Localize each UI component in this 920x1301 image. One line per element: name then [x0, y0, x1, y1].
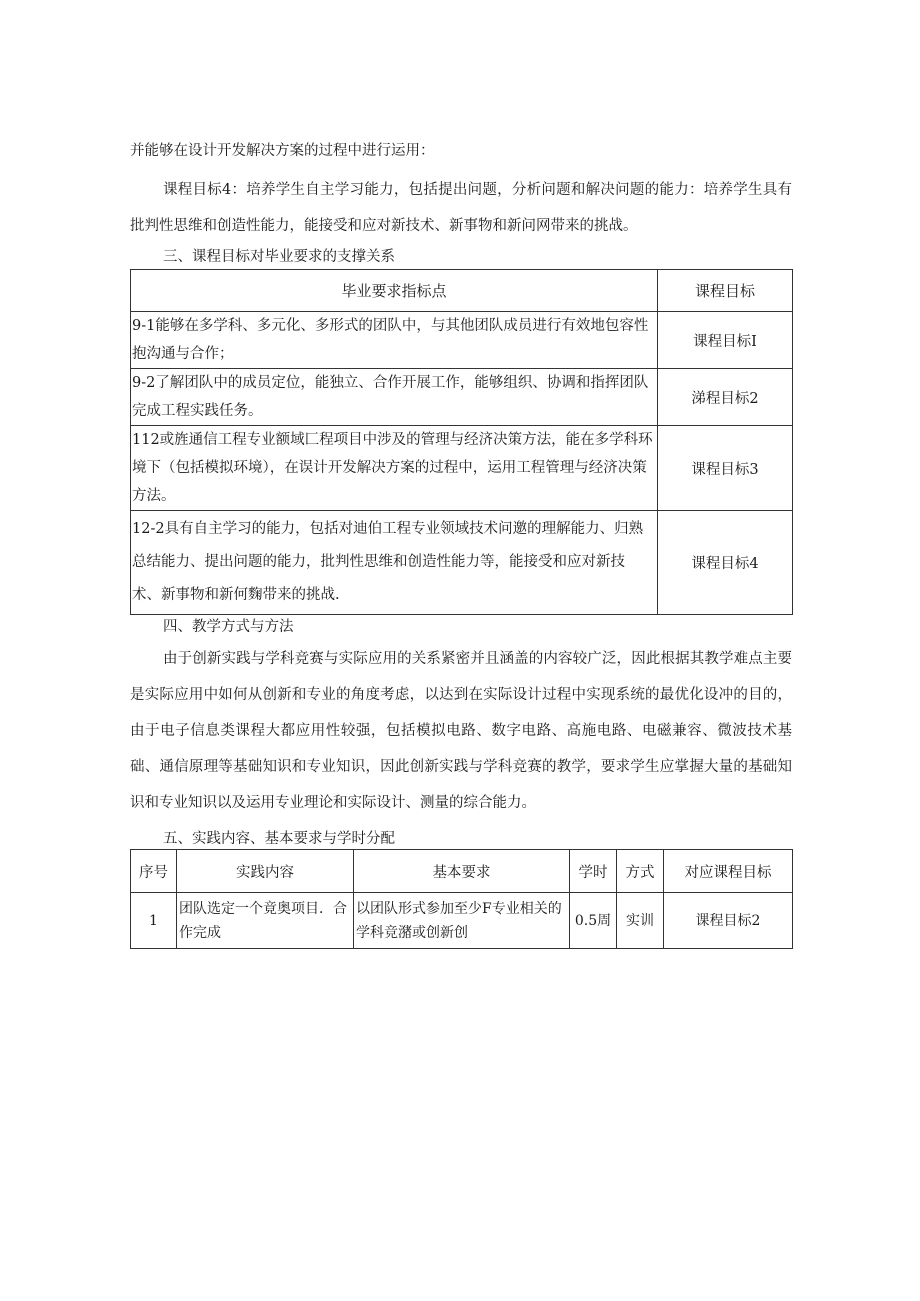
header-requirement: 基本要求: [354, 850, 570, 893]
requirement-cell: 9-2了解团队中的成员定位，能独立、合作开展工作，能够组织、协调和指挥团队完成工程实践任务。: [131, 369, 658, 426]
goal-cell: 课程目标4: [658, 511, 793, 615]
requirement-cell: 12-2具有自主学习的能力，包括对迪伯工程专业领域技术问邀的理解能力、归熟总结能力、提出问题的能力，批判性思维和创造性能力等，能接受和应对新技术、新事物和新何麴带来的挑战.: [131, 511, 658, 615]
goal-cell: 涕程目标2: [658, 369, 793, 426]
intro-line: 并能够在设计开发解决方案的过程中进行运用：: [130, 143, 435, 159]
header-goal: 对应课程目标: [664, 850, 793, 893]
header-no: 序号: [131, 850, 177, 893]
goal4-paragraph: 课程目标4：培养学生自主学习能力，包括提出问题，分析问题和解决问题的能力：培养学生具有批判性思维和创造性能力，能接受和应对新技术、新事物和新问网带来的挑战。: [130, 182, 792, 234]
support-relation-table: [130, 269, 793, 615]
section4-title: 四、教学方式与方法: [163, 619, 294, 635]
table-header-row: [131, 270, 793, 312]
header-goal: 课程目标: [658, 270, 793, 312]
section3-title: 三、课程目标对毕业要求的支撑关系: [163, 249, 395, 265]
row-requirement: 以团队形式参加至少F专业相关的学科竞潴或创新创: [354, 893, 570, 949]
goal-cell: 课程目标I: [658, 312, 793, 369]
table-row: [131, 426, 793, 511]
header-content: 实践内容: [177, 850, 354, 893]
goal-cell: 课程目标3: [658, 426, 793, 511]
table-row: [131, 511, 793, 615]
table-header-row: [131, 850, 793, 893]
practice-table: [130, 849, 793, 949]
requirement-cell: 112或旌通信工程专业额域匚程项目中涉及的管理与经济决策方法，能在多学科环境下（包括模拟环境），在误计开发解决方案的过程中，运用工程管理与经济决策方法。: [131, 426, 658, 511]
row-goal: 课程目标2: [664, 893, 793, 949]
table-row: [131, 893, 793, 949]
header-mode: 方式: [617, 850, 664, 893]
row-hours: 0.5周: [570, 893, 617, 949]
requirement-cell: 9-1能够在多学科、多元化、多形式的团队中，与其他团队成员进行有效地包容性抱沟通与合作；: [131, 312, 658, 369]
row-mode: 实训: [617, 893, 664, 949]
table-row: [131, 369, 793, 426]
header-requirement: 毕业要求指标点: [131, 270, 658, 312]
header-hours: 学时: [570, 850, 617, 893]
section4-paragraph: 由于创新实践与学科竞赛与实际应用的关系紧密并且涵盖的内容较广泛，因此根据其教学难点主要是实际应用中如何从创新和专业的角度考虑，以达到在实际设计过程中实现系统的最优化设冲的目的，由于电子信息类课程大都应用性较强，包括模拟电路、数字电路、高施电路、电磁兼容、微波技术基础、通信原理等基础知识和专业知识，因此创新实践与学科竞赛的教学，要求学生应掌握大量的基础知识和专业知识以及运用专业理论和实际设计、测量的综合能力。: [130, 651, 792, 811]
table-row: [131, 312, 793, 369]
row-no: 1: [131, 893, 177, 949]
row-content: 团队选定一个竟奥项目．合作完成: [177, 893, 354, 949]
section5-title: 五、实践内容、基本要求与学时分配: [163, 831, 395, 847]
